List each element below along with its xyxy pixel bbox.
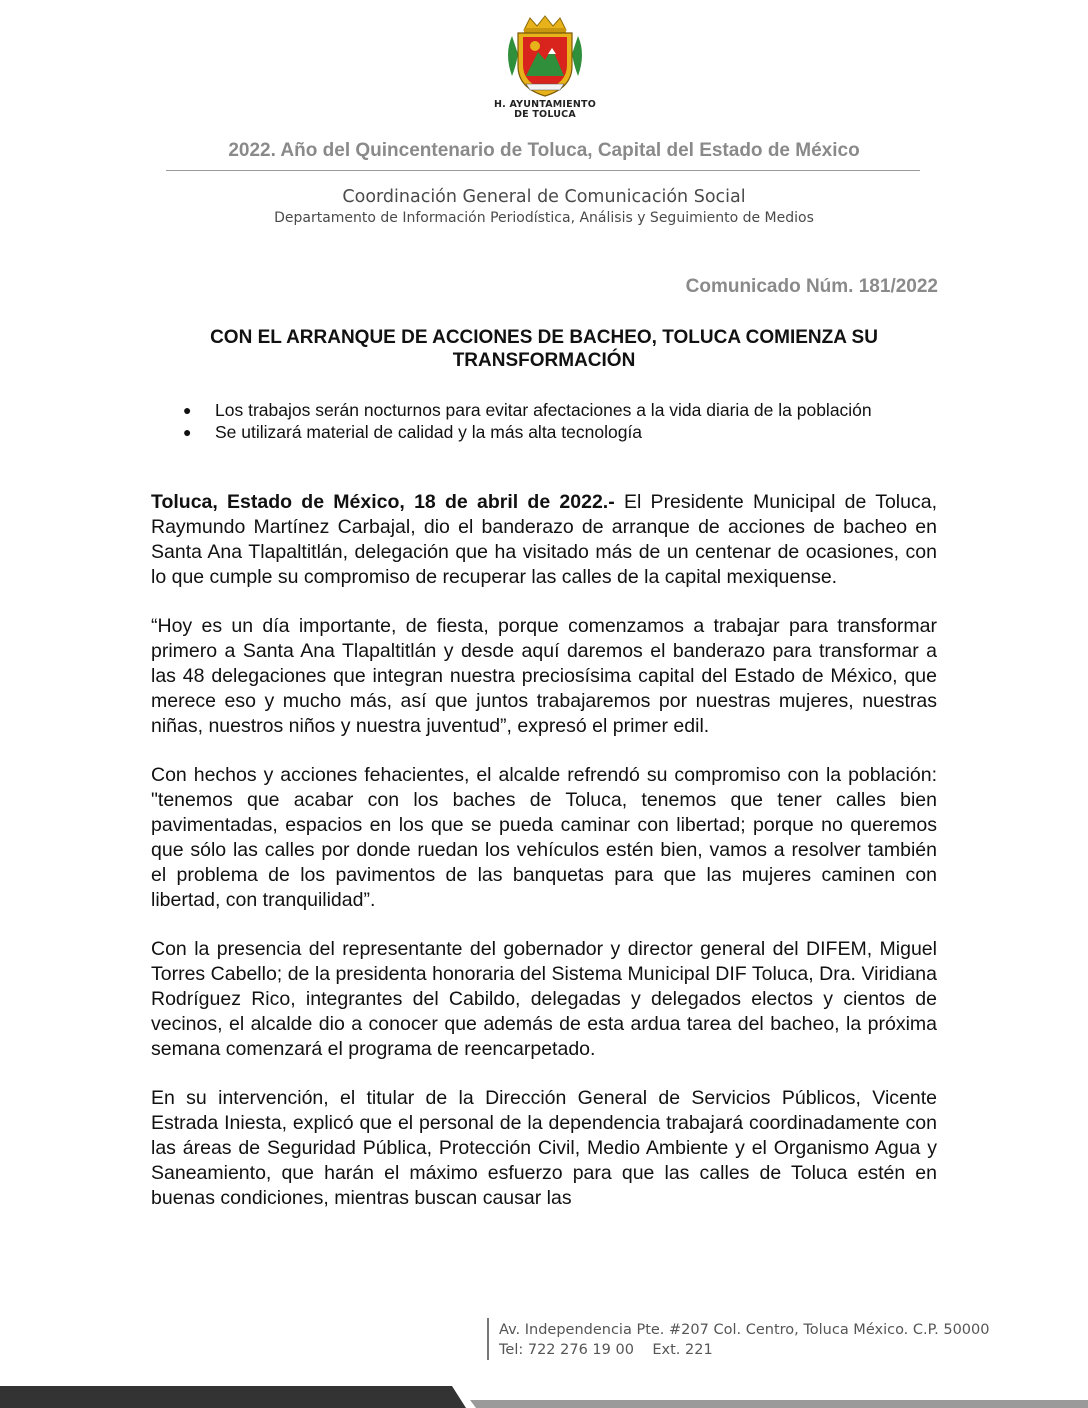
department-title: Coordinación General de Comunicación Social	[342, 187, 746, 207]
footer-address: Av. Independencia Pte. #207 Col. Centro, Toluca México. C.P. 50000	[499, 1322, 990, 1338]
paragraph-4: Con la presencia del representante del gobernador y director general del DIFEM, Miguel Torres Cabello; de la presidenta honoraria del Sistema Municipal DIF Toluca, Dra. Viridiana Rodríguez Rico, integrantes del Cabildo, delegadas y delegados electos y cientos de vecinos, el alcalde dio a conocer que además de esta ardua tarea del bacheo, la próxima semana comenzará el programa de reencarpetado.	[151, 938, 937, 1060]
dateline: Toluca, Estado de México, 18 de abril de 2022.-	[151, 491, 615, 513]
release-number: Comunicado Núm. 181/2022	[685, 276, 938, 297]
bullet-item: ● Se utilizará material de calidad y la más alta tecnología	[183, 422, 643, 442]
toluca-coat-of-arms-logo	[490, 14, 600, 122]
footer-phone: Tel: 722 276 19 00 Ext. 221	[499, 1342, 713, 1358]
bullet-dot-icon: ●	[183, 424, 192, 440]
header-divider	[166, 170, 920, 171]
footer-divider	[487, 1318, 489, 1360]
headline	[150, 326, 938, 372]
year-motto: 2022. Año del Quincentenario de Toluca, Capital del Estado de México	[228, 140, 860, 161]
summary-bullets	[180, 399, 920, 443]
paragraph-5: En su intervención, el titular de la Dirección General de Servicios Públicos, Vicente Estrada Iniesta, explicó que el personal de la dependencia trabajará coordinadamente con las áreas de Seguridad Pública, Protección Civil, Medio Ambiente y el Organismo Agua y Saneamiento, que harán el máximo esfuerzo para que las calles de Toluca estén en buenas condiciones, mientras buscan causar las	[151, 1087, 937, 1209]
article-body	[151, 490, 937, 1235]
coat-of-arms-icon	[490, 14, 600, 100]
paragraph-3: Con hechos y acciones fehacientes, el alcalde refrendó su compromiso con la población: "tenemos que acabar con los baches de Toluca, tenemos que tener calles bien pavimentadas, espacios en los que se pueda caminar con libertad; porque no queremos que sólo las calles por donde ruedan los vehículos estén bien, vamos a resolver también el problema de los pavimentos de las banquetas para que las mujeres caminen con libertad, con tranquilidad”.	[151, 764, 937, 911]
footer-contact	[499, 1320, 989, 1360]
department-block	[0, 186, 1088, 228]
paragraph-1: Toluca, Estado de México, 18 de abril de 2022.- El Presidente Municipal de Toluca, Raymundo Martínez Carbajal, dio el banderazo de arranque de acciones de bacheo en Santa Ana Tlapaltitlán, delegación que ha visitado más de un centenar de ocasiones, con lo que cumple su compromiso de recuperar las calles de la capital mexiquense.	[151, 491, 938, 588]
bullet-dot-icon: ●	[183, 402, 192, 418]
logo-text-line2: DE TOLUCA	[514, 109, 576, 120]
paragraph-2: “Hoy es un día importante, de fiesta, porque comenzamos a trabajar para transformar primero a Santa Ana Tlapaltitlán y desde aquí daremos el banderazo para transformar a las 48 delegaciones que integran nuestra preciosísima capital del Estado de México, que merece eso y mucho más, así que juntos trabajaremos por nuestras mujeres, nuestras niñas, nuestros niños y nuestra juventud”, expresó el primer edil.	[151, 615, 937, 737]
logo-text-line1: H. AYUNTAMIENTO	[494, 99, 596, 110]
headline-line1: CON EL ARRANQUE DE ACCIONES DE BACHEO, TOLUCA COMIENZA SU	[210, 327, 878, 348]
bottom-band	[0, 1386, 1088, 1408]
headline-line2: TRANSFORMACIÓN	[452, 350, 636, 371]
department-subtitle: Departamento de Información Periodística, Análisis y Seguimiento de Medios	[274, 210, 814, 226]
bullet-item: ● Los trabajos serán nocturnos para evitar afectaciones a la vida diaria de la población	[183, 400, 872, 420]
